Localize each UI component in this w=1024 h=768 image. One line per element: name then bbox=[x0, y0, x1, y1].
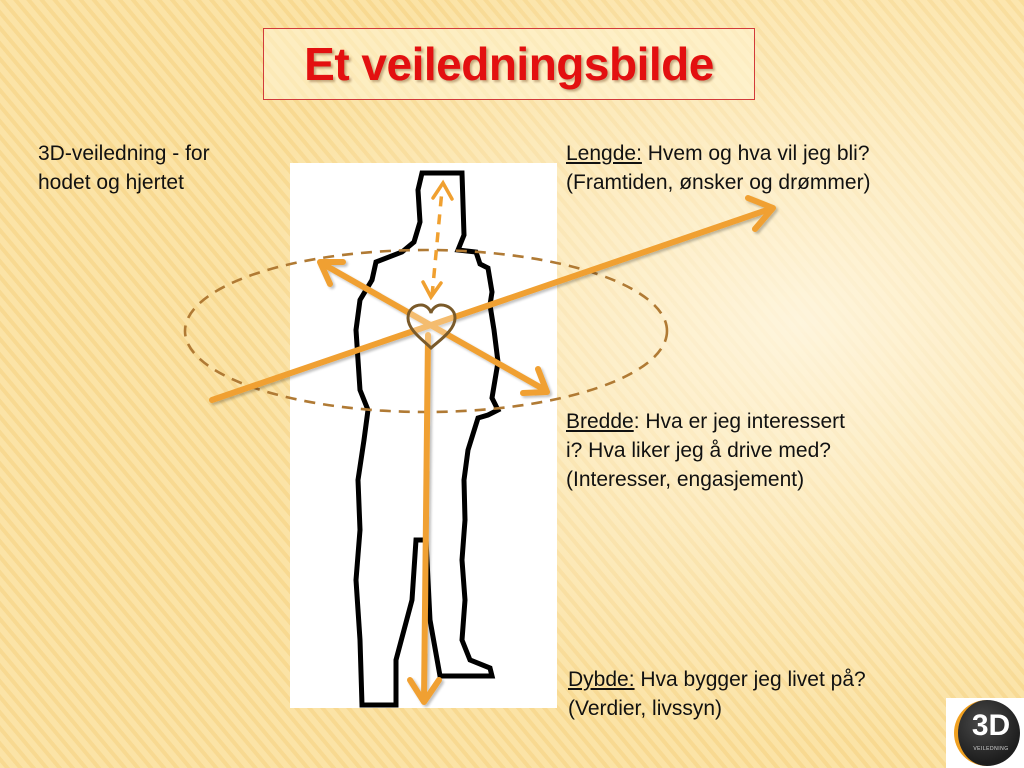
logo-circle-icon bbox=[954, 700, 1020, 766]
length-text: Hvem og hva vil jeg bli? (Framtiden, ønsker og drømmer) bbox=[566, 142, 871, 194]
breadth-description bbox=[566, 407, 866, 494]
breadth-label: Bredde bbox=[566, 410, 634, 433]
head-arrow-shaft bbox=[432, 190, 442, 296]
length-arrow bbox=[212, 209, 770, 400]
page-title: Et veiledningsbilde bbox=[304, 38, 714, 90]
depth-label: Dybde: bbox=[568, 668, 635, 691]
logo-subtext: VEILEDNING bbox=[973, 746, 1009, 752]
heart-icon bbox=[408, 305, 455, 348]
logo-text: 3D bbox=[971, 709, 1011, 742]
depth-description bbox=[568, 665, 898, 723]
depth-arrow bbox=[424, 335, 428, 700]
logo bbox=[946, 698, 1024, 768]
intro-text: 3D-veiledning - for hodet og hjertet bbox=[38, 142, 210, 194]
length-label: Lengde: bbox=[566, 142, 642, 165]
breadth-text: : Hva er jeg interessert i? Hva liker jeg å drive med? (Interesser, engasjement) bbox=[566, 410, 845, 491]
depth-text: Hva bygger jeg livet på? (Verdier, livssyn) bbox=[568, 668, 866, 720]
length-description bbox=[566, 139, 966, 197]
